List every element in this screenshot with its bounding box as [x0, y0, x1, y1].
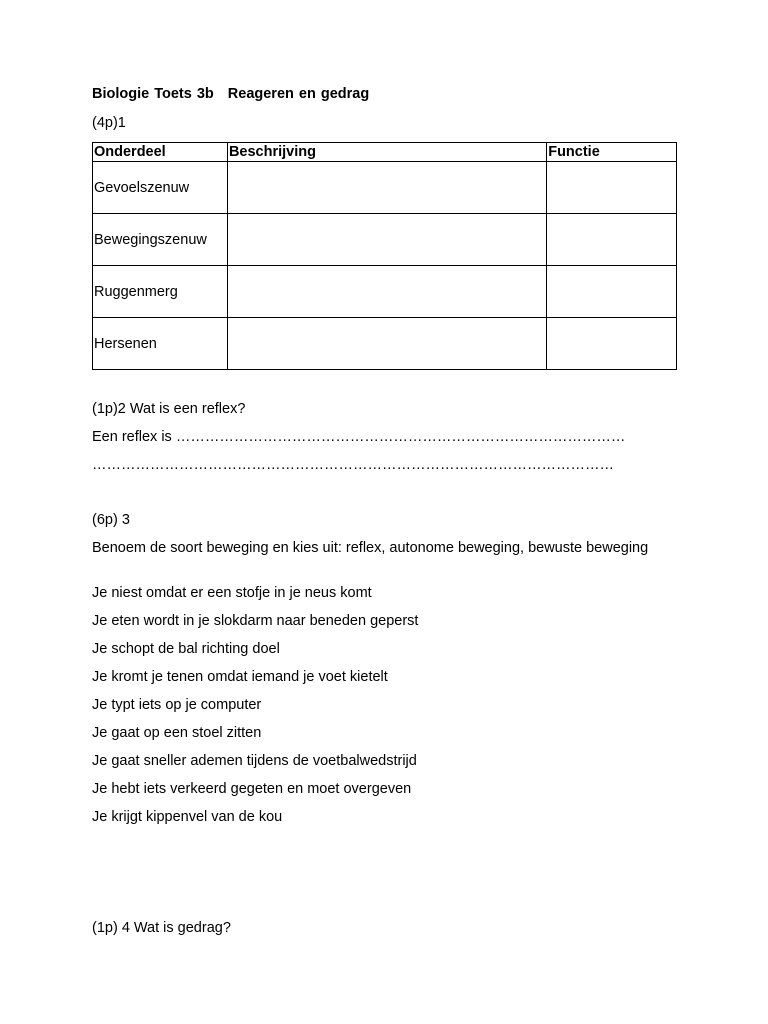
table-cell-part: Hersenen	[93, 318, 228, 370]
question-3-instruction: Benoem de soort beweging en kies uit: reflex, autonome beweging, bewuste beweging	[92, 540, 649, 556]
question-3-item: Je schopt de bal richting doel	[92, 641, 280, 657]
table-cell-description[interactable]	[227, 318, 546, 370]
table-header-cell: Onderdeel	[93, 143, 228, 162]
table-cell-description[interactable]	[227, 162, 546, 214]
question-2-answer-line[interactable]: ………………………………………………………………………………………………	[92, 457, 614, 473]
table-row	[93, 214, 677, 266]
table-cell-part: Gevoelszenuw	[93, 162, 228, 214]
table-cell-function[interactable]	[547, 266, 677, 318]
question-3-item: Je niest omdat er een stofje in je neus komt	[92, 585, 372, 601]
question-3-item: Je gaat op een stoel zitten	[92, 725, 262, 741]
question-3-label: (6p) 3	[92, 512, 130, 528]
table-cell-function[interactable]	[547, 162, 677, 214]
question-3-item: Je hebt iets verkeerd gegeten en moet overgeven	[92, 781, 412, 797]
question-2-answer-line[interactable]: Een reflex is …………………………………………………………………………………	[92, 429, 626, 445]
question-3-item: Je gaat sneller ademen tijdens de voetbalwedstrijd	[92, 753, 417, 769]
title-topic: Reageren en gedrag	[227, 86, 370, 102]
table-row	[93, 318, 677, 370]
question-3-item: Je typt iets op je computer	[92, 697, 262, 713]
table-cell-part: Ruggenmerg	[93, 266, 228, 318]
question-3-item: Je eten wordt in je slokdarm naar beneden geperst	[92, 613, 419, 629]
table-cell-function[interactable]	[547, 214, 677, 266]
question-3-item: Je kromt je tenen omdat iemand je voet kietelt	[92, 669, 388, 685]
question-3-item: Je krijgt kippenvel van de kou	[92, 809, 283, 825]
table-row	[93, 162, 677, 214]
table-cell-description[interactable]	[227, 266, 546, 318]
document-title	[92, 85, 369, 103]
question-4-label: (1p) 4 Wat is gedrag?	[92, 920, 231, 936]
table-header-row	[93, 143, 677, 162]
title-subject: Biologie Toets 3b	[92, 86, 214, 102]
table-header-cell: Beschrijving	[227, 143, 546, 162]
parts-table	[92, 142, 677, 370]
question-2-label: (1p)2 Wat is een reflex?	[92, 401, 246, 417]
table-cell-part: Bewegingszenuw	[93, 214, 228, 266]
table-header-cell: Functie	[547, 143, 677, 162]
table-cell-function[interactable]	[547, 318, 677, 370]
table-row	[93, 266, 677, 318]
question-1-label: (4p)1	[92, 115, 126, 131]
table-cell-description[interactable]	[227, 214, 546, 266]
